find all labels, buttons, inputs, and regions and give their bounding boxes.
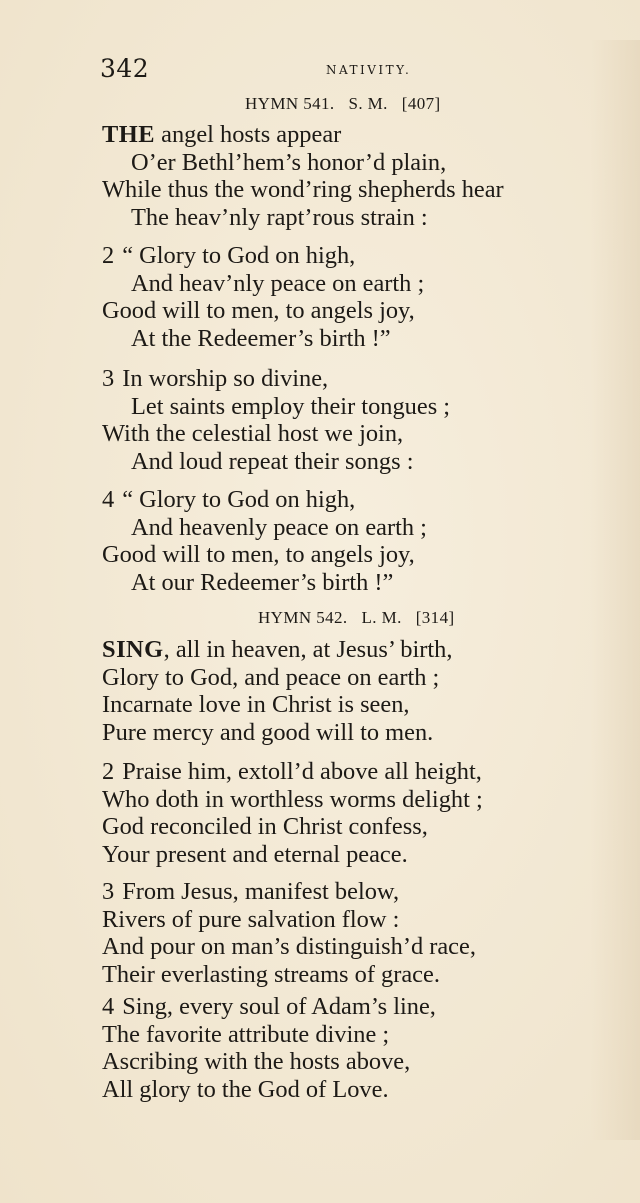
hymn-542-stanza-2 (102, 758, 602, 868)
stanza-line (102, 878, 602, 906)
stanza-line: Ascribing with the hosts above, (102, 1048, 411, 1076)
first-word: THE (102, 121, 156, 148)
stanza-line: And pour on man’s distinguish’d race, (102, 933, 476, 961)
hymn-number: HYMN 542. (258, 608, 348, 627)
line-text: angel hosts appear (155, 121, 342, 148)
hymn-541-stanza-4 (102, 486, 602, 596)
stanza-line: At our Redeemer’s birth !” (131, 568, 394, 596)
stanza-number: 2 (102, 758, 115, 785)
stanza-line (102, 993, 602, 1021)
stanza-line: Their everlasting streams of grace. (102, 960, 440, 988)
hymn-meter: L. M. (361, 608, 402, 627)
hymn-542-stanza-3 (102, 878, 602, 988)
page-header (100, 54, 600, 84)
line-text: In worship so divine, (122, 365, 329, 392)
stanza-number: 2 (102, 242, 115, 269)
hymn-meter: S. M. (348, 94, 388, 113)
line-text: , all in heaven, at Jesus’ birth, (163, 636, 453, 663)
stanza-line (102, 486, 602, 514)
stanza-line: O’er Bethl’hem’s honor’d plain, (131, 148, 447, 176)
page-number: 342 (100, 54, 150, 83)
hymn-542-stanza-4 (102, 993, 602, 1103)
stanza-line: Who doth in worthless worms delight ; (102, 785, 483, 813)
stanza-line: While thus the wond’ring shepherds hear (102, 176, 504, 204)
stanza-line: Good will to men, to angels joy, (102, 297, 415, 325)
stanza-line (102, 758, 602, 786)
line-text: Praise him, extoll’d above all height, (122, 758, 482, 785)
stanza-line: Incarnate love in Christ is seen, (102, 691, 410, 719)
hymn-541-stanza-2 (102, 242, 602, 352)
stanza-number: 4 (102, 993, 115, 1020)
stanza-line: Good will to men, to angels joy, (102, 541, 415, 569)
stanza-line (102, 242, 602, 270)
stanza-line: And heavenly peace on earth ; (131, 513, 427, 541)
stanza-line (102, 365, 602, 393)
stanza-line: Rivers of pure salvation flow : (102, 905, 400, 933)
hymn-number: HYMN 541. (245, 94, 335, 113)
stanza-line (102, 121, 602, 149)
stanza-line: Let saints employ their tongues ; (131, 392, 451, 420)
hymn-542-stanza-1 (102, 636, 602, 746)
hymn-542-header (258, 608, 455, 628)
line-text: Sing, every soul of Adam’s line, (122, 993, 436, 1020)
hymn-ref: [314] (415, 608, 455, 627)
stanza-number: 4 (102, 486, 115, 513)
hymn-ref: [407] (401, 94, 441, 113)
stanza-line: The favorite attribute divine ; (102, 1020, 390, 1048)
stanza-line: With the celestial host we join, (102, 420, 404, 448)
first-word: SING (102, 636, 164, 663)
stanza-line: At the Redeemer’s birth !” (131, 324, 391, 352)
stanza-line: Glory to God, and peace on earth ; (102, 663, 440, 691)
stanza-number: 3 (102, 365, 115, 392)
stanza-line: All glory to the God of Love. (102, 1075, 389, 1103)
stanza-line (102, 636, 602, 664)
stanza-line: Pure mercy and good will to men. (102, 718, 434, 746)
stanza-line: Your present and eternal peace. (102, 840, 408, 868)
hymn-541-stanza-3 (102, 365, 602, 475)
hymn-541-header (245, 94, 441, 114)
stanza-line: And loud repeat their songs : (131, 447, 414, 475)
hymn-541-stanza-1 (102, 121, 602, 231)
stanza-line: The heav’nly rapt’rous strain : (131, 203, 428, 231)
stanza-number: 3 (102, 878, 115, 905)
line-text: “ Glory to God on high, (122, 242, 356, 269)
line-text: “ Glory to God on high, (122, 486, 356, 513)
running-head: NATIVITY. (326, 63, 412, 77)
stanza-line: God reconciled in Christ confess, (102, 813, 428, 841)
line-text: From Jesus, manifest below, (122, 878, 400, 905)
stanza-line: And heav’nly peace on earth ; (131, 269, 425, 297)
